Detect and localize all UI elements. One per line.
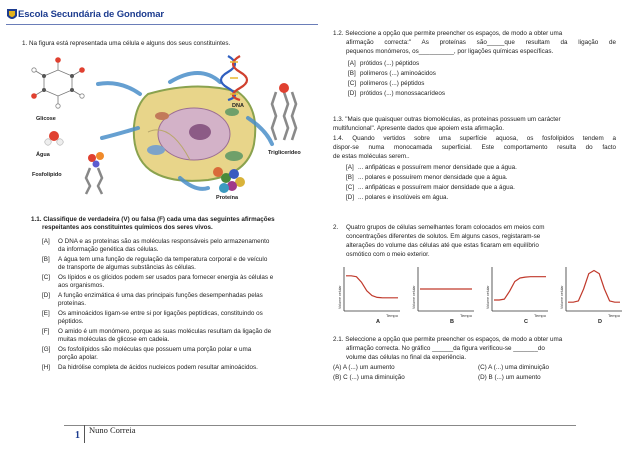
q1-2-line3: pequenos monómeros, os__________, por ligações químicas específicas. (346, 48, 554, 55)
q1-4-option-c[interactable]: [C] ... anfipáticas e possuírem maior densidade que a água. (346, 184, 515, 191)
graph-d-xlabel: Tempo (608, 313, 621, 318)
graph-a-ylabel: Volume celular (338, 285, 342, 309)
q1-3-line1: 1.3. "Mais que quaisquer outras biomoléculas, as proteínas possuem um carácter (333, 116, 561, 123)
footer-rule (64, 425, 576, 426)
graph-c-label: C (524, 319, 528, 325)
osmosis-graphs (332, 263, 622, 333)
graph-d-curve (568, 271, 620, 303)
q2-number: 2. (333, 224, 339, 231)
q1-3-line2: multifuncional". Apresente dados que apoiem esta afirmação. (333, 125, 504, 132)
q1-2-option-c[interactable]: [C] polímeros (...) péptidos (348, 80, 425, 87)
graph-d-label: D (598, 319, 602, 325)
q1-4-option-d[interactable]: [D] ... polares e insolúveis em água. (346, 194, 449, 201)
header-rule (6, 24, 318, 25)
graph-c-curve (494, 277, 546, 300)
label-dna: DNA (232, 103, 244, 109)
label-glucose: Glicose (36, 116, 56, 122)
q2-1-line1: 2.1. Seleccione a opção que permite preencher os espaços, de modo a obter uma (333, 336, 563, 343)
q1-4-line1: 1.4. Quando vertidos sobre uma superfície aquosa, os fosfolípidos tendem a (333, 135, 616, 142)
q1-2-option-d[interactable]: [D] prótidos (...) monossacarídeos (348, 90, 446, 97)
q1-1-item-e: [E] Os aminoácidos ligam-se entre si por ligações peptídicas, constituindo os péptidos. (42, 310, 263, 326)
glucose-molecule (31, 57, 85, 108)
footer-page-number: 1 (75, 430, 80, 441)
q2-1-option-c[interactable]: (C) A (...) uma diminuição (478, 364, 550, 371)
q1-statement: 1. Na figura está representada uma célula e alguns dos seus constituintes. (22, 40, 231, 47)
q1-4-option-b[interactable]: [B] ... polares e possuírem menor densidade que a água. (346, 174, 508, 181)
q1-1-item-b: [B] A água tem uma função de regulação da temperatura corporal e de veículo de transporte de algumas substâncias às células. (42, 256, 268, 272)
q1-1-item-d: [D] A função enzimática é uma das principais funções desempenhadas pelas proteínas. (42, 292, 263, 308)
q1-4-line2: dispor-se numa monocamada superficial. Este comportamento resulta do facto (333, 144, 616, 151)
q1-2-option-a[interactable]: [A] prótidos (...) péptidos (348, 60, 420, 67)
graph-b-xlabel: Tempo (460, 313, 473, 318)
q2-line1: Quatro grupos de células semelhantes foram colocados em meios com (346, 224, 545, 231)
footer-author: Nuno Correia (89, 425, 136, 435)
school-name: Escola Secundária de Gondomar (18, 9, 164, 20)
q2-line4: osmótico com o meio exterior. (346, 251, 430, 258)
graph-d-ylabel: Volume celular (560, 285, 564, 309)
water-molecule (45, 131, 63, 145)
q1-1-item-a: [A] O DNA e as proteínas são as moléculas responsáveis pelo armazenamento da informação genética das células. (42, 238, 270, 254)
graph-a-xlabel: Tempo (386, 313, 399, 318)
cell-figure (20, 52, 312, 202)
q1-2-line2: afirmação correcta:" As proteínas são_____que resultam da ligação de (346, 39, 616, 46)
header-bar (6, 8, 318, 22)
q2-1-line3: volume das células no final da experiência. (346, 354, 467, 361)
q1-1-item-f: [F] O amido é um monómero, porque as suas moléculas resultam da ligação de muitas moléculas de glicose em cadeia. (42, 328, 272, 344)
q2-line2: concentrações diferentes de solutos. Em alguns casos, registaram-se (346, 233, 541, 240)
graph-a-curve (346, 276, 398, 298)
q1-1-list (42, 238, 316, 373)
graph-b-ylabel: Volume celular (412, 285, 416, 309)
graph-a-label: A (376, 319, 380, 325)
q1-1-title-line2: respeitantes aos constituintes químicos dos seres vivos. (42, 224, 213, 231)
label-phospholipid: Fosfolípido (32, 172, 62, 178)
label-water: Água (36, 152, 50, 158)
q2-1-option-a[interactable]: (A) A (...) um aumento (333, 364, 395, 371)
q1-4-option-a[interactable]: [A] ... anfipáticas e possuírem menor densidade que a água. (346, 164, 517, 171)
q1-2-line1: 1.2. Seleccione a opção que permite preencher os espaços, de modo a obter uma (333, 30, 563, 37)
q1-2-option-b[interactable]: [B] polímeros (...) aminoácidos (348, 70, 436, 77)
triglyceride-molecule (272, 83, 296, 140)
q1-1-item-c: [C] Os lípidos e os glícidos podem ser usados para fornecer energia às células e aos organismos. (42, 274, 274, 290)
graph-b-label: B (450, 319, 454, 325)
graph-c-xlabel: Tempo (534, 313, 547, 318)
q1-1-item-g: [G] Os fosfolípidos são moléculas que possuem uma porção polar e uma porção apolar. (42, 346, 252, 362)
phospholipid-molecule (86, 152, 104, 194)
q1-4-line3: de estas moléculas serem.. (333, 153, 410, 160)
footer-divider (84, 425, 85, 443)
label-triglyceride: Triglicerídeo (268, 150, 301, 156)
q1-1-title-line1: 1.1. Classifique de verdadeira (V) ou falsa (F) cada uma das seguintes afirmações (31, 216, 275, 223)
cell-illustration (134, 86, 255, 180)
q2-1-option-b[interactable]: (B) C (...) uma diminuição (333, 374, 405, 381)
q2-1-line2: afirmação correcta. No gráfico ______da figura verificou-se _______do (346, 345, 545, 352)
q2-line3: alterações do volume das células até que estas ficaram em equilíbrio (346, 242, 539, 249)
q1-1-item-h: [H] Da hidrólise completa de ácidos nucleicos podem resultar aminoácidos. (42, 364, 258, 371)
label-protein: Proteína (216, 195, 239, 201)
q2-1-option-d[interactable]: (D) B (...) um aumento (478, 374, 541, 381)
graph-c-ylabel: Volume celular (486, 285, 490, 309)
school-logo (6, 8, 18, 22)
